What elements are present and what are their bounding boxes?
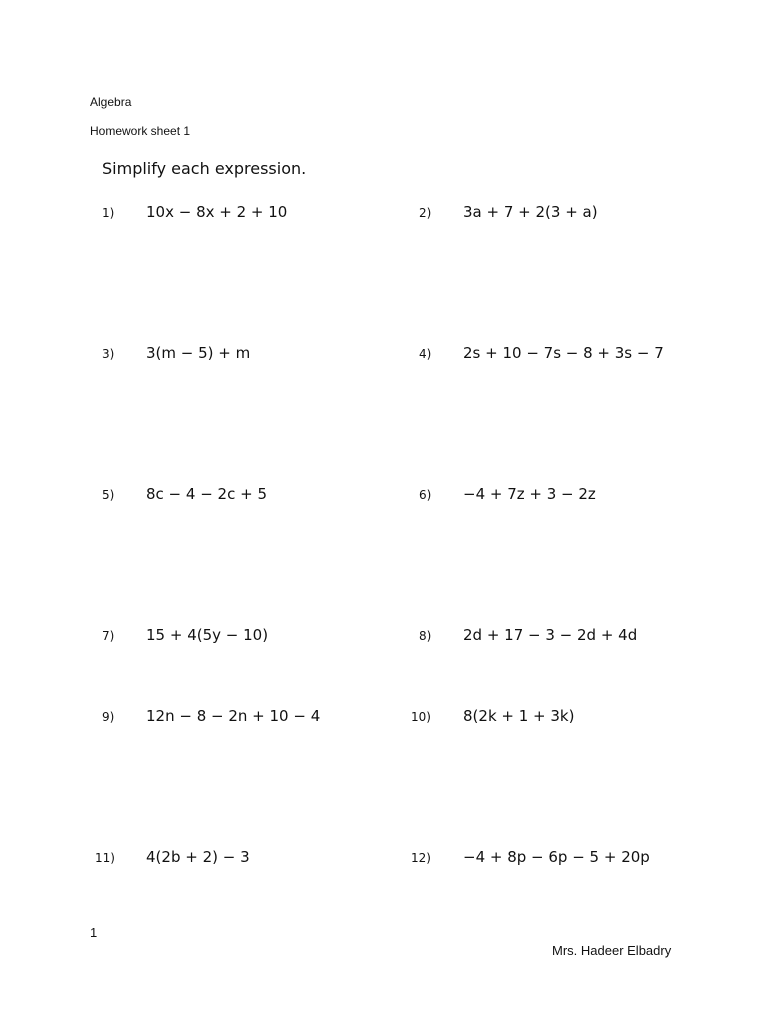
page-number: 1	[90, 925, 98, 940]
problem-number: 7)	[102, 629, 115, 643]
problem-expression: 15 + 4(5y − 10)	[146, 626, 269, 644]
problem-expression: 2s + 10 − 7s − 8 + 3s − 7	[463, 344, 664, 362]
problem-expression: −4 + 8p − 6p − 5 + 20p	[463, 848, 650, 866]
problem-number: 9)	[102, 710, 115, 724]
problem-number: 6)	[419, 488, 432, 502]
problem-expression: 8(2k + 1 + 3k)	[463, 707, 575, 725]
sheet-title: Homework sheet 1	[90, 124, 191, 138]
problem-number: 5)	[102, 488, 115, 502]
problem-number: 3)	[102, 347, 115, 361]
subject-title: Algebra	[90, 95, 132, 109]
problem-expression: 10x − 8x + 2 + 10	[146, 203, 288, 221]
problem-expression: 3(m − 5) + m	[146, 344, 251, 362]
problem-number: 1)	[102, 206, 115, 220]
problem-number: 8)	[419, 629, 432, 643]
problem-expression: 3a + 7 + 2(3 + a)	[463, 203, 598, 221]
problem-expression: 12n − 8 − 2n + 10 − 4	[146, 707, 321, 725]
problem-expression: 2d + 17 − 3 − 2d + 4d	[463, 626, 638, 644]
author-name: Mrs. Hadeer Elbadry	[552, 943, 672, 958]
problem-expression: −4 + 7z + 3 − 2z	[463, 485, 596, 503]
problem-number: 4)	[419, 347, 432, 361]
problem-number: 12)	[411, 851, 431, 865]
problem-number: 10)	[411, 710, 431, 724]
problem-expression: 8c − 4 − 2c + 5	[146, 485, 267, 503]
problem-number: 2)	[419, 206, 432, 220]
problem-number: 11)	[95, 851, 115, 865]
instructions: Simplify each expression.	[102, 159, 307, 178]
problem-expression: 4(2b + 2) − 3	[146, 848, 250, 866]
